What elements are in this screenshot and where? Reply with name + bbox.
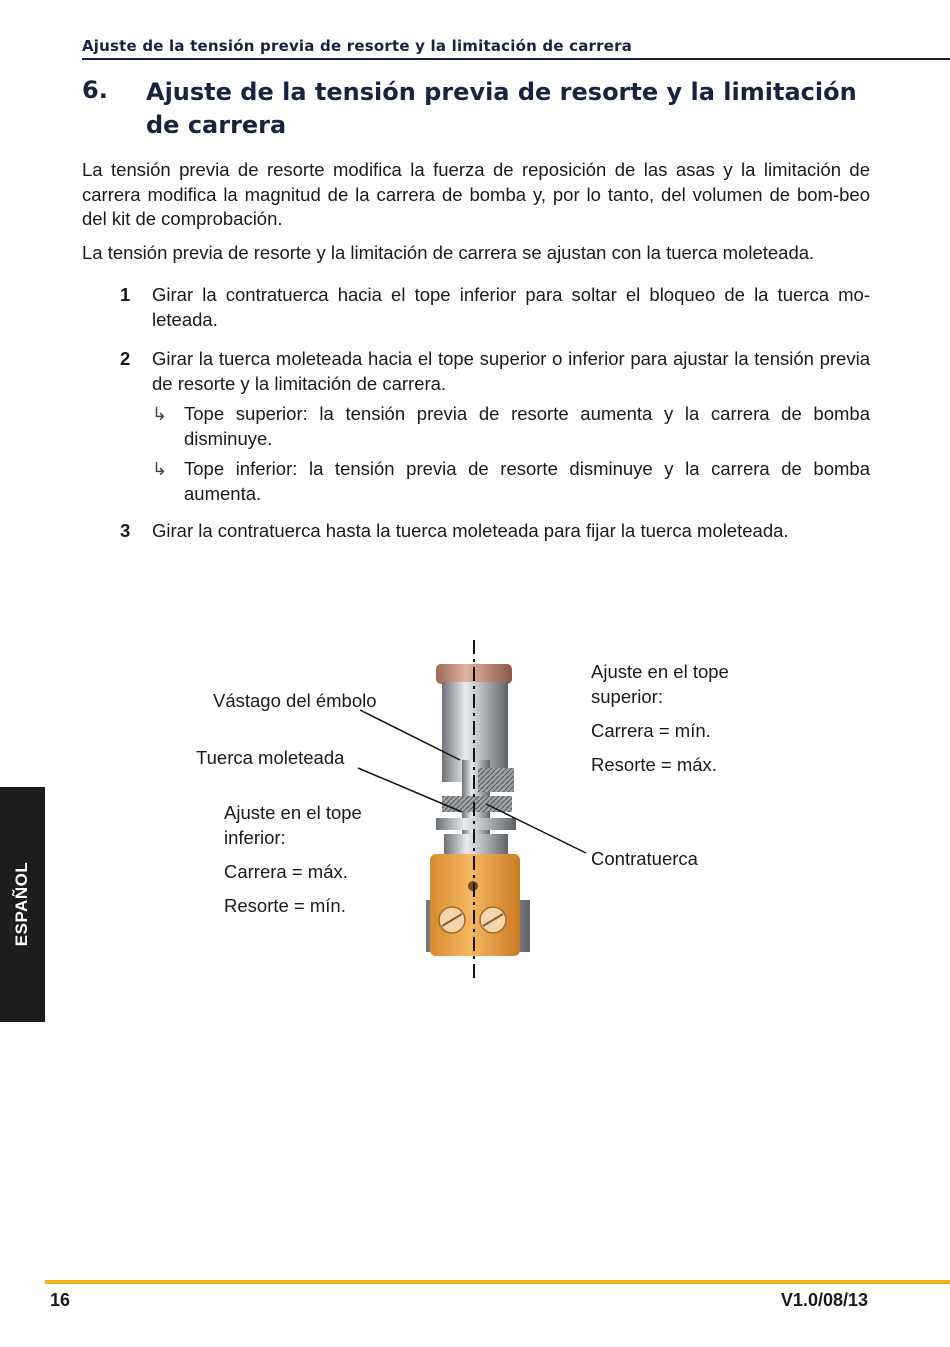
result-arrow-icon: ↳ — [152, 404, 168, 424]
document-version: V1.0/08/13 — [780, 1290, 868, 1310]
page-number: 16 — [50, 1290, 71, 1310]
running-header: Ajuste de la tensión previa de resorte y la limitación de carrera — [82, 37, 633, 55]
lower-collar — [444, 834, 508, 856]
step-number: 1 — [120, 284, 131, 305]
label-lock-nut: Contratuerca — [591, 848, 698, 869]
result-arrow-icon: ↳ — [152, 459, 168, 479]
step-text: Girar la tuerca moleteada hacia el tope superior o inferior para ajustar la tensión previa de resorte y la limitación de carrera. — [152, 348, 870, 394]
lower-stop-title: Ajuste en el tope — [224, 802, 362, 823]
knurled-nut — [442, 796, 512, 812]
knurled-collar — [478, 768, 514, 792]
step-number: 3 — [120, 520, 131, 541]
upper-stop-stroke: Carrera = mín. — [591, 720, 711, 741]
section-number: 6. — [82, 76, 108, 104]
lower-stop-title: inferior: — [224, 827, 286, 848]
result-text: Tope inferior: la tensión previa de resorte disminuye y la carrera de bomba aumenta. — [184, 458, 870, 504]
intro-paragraph: La tensión previa de resorte modifica la fuerza de reposición de las asas y la limitación de carrera modifica la magnitud de la carrera de bomba y, por lo tanto, del volumen de bom-beo del kit de comprobación. — [82, 159, 870, 229]
step-text: Girar la contratuerca hasta la tuerca moleteada para fijar la tuerca moleteada. — [152, 520, 789, 541]
upper-stop-title: superior: — [591, 686, 663, 707]
lock-nut — [436, 818, 516, 830]
footer-rule — [45, 1280, 950, 1284]
step-number: 2 — [120, 348, 131, 369]
label-piston-rod: Vástago del émbolo — [213, 690, 377, 711]
lower-stop-stroke: Carrera = máx. — [224, 861, 348, 882]
upper-stop-title: Ajuste en el tope — [591, 661, 729, 682]
result-text: Tope superior: la tensión previa de resorte aumenta y la carrera de bomba disminuye. — [184, 403, 870, 449]
lower-stop-spring: Resorte = mín. — [224, 895, 346, 916]
label-knurled-nut: Tuerca moleteada — [196, 747, 345, 768]
step-text: Girar la contratuerca hacia el tope inferior para soltar el bloqueo de la tuerca mo-leteada. — [152, 284, 870, 330]
language-tab-label: ESPAÑOL — [12, 861, 31, 947]
adjust-paragraph: La tensión previa de resorte y la limitación de carrera se ajustan con la tuerca moleteada. — [82, 242, 815, 263]
section-title: Ajuste de la tensión previa de resorte y la limitación de carrera — [146, 78, 857, 139]
upper-stop-spring: Resorte = máx. — [591, 754, 717, 775]
